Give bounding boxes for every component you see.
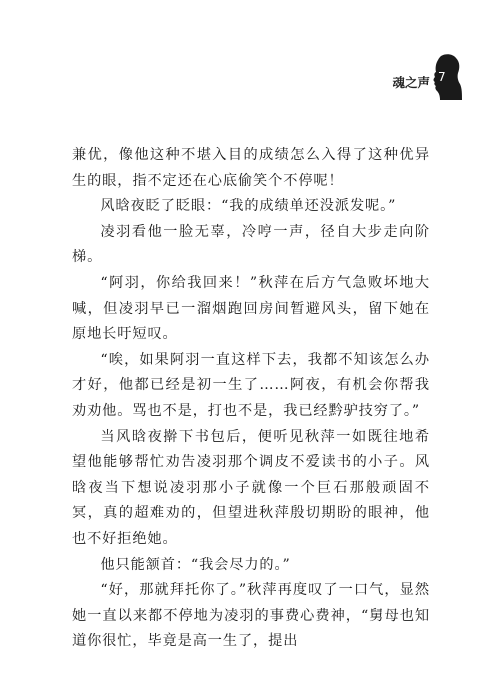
- paragraph: “唉，如果阿羽一直这样下去，我都不知该怎么办才好，他都已经是初一生了……阿夜，有机会你帮我劝劝他。骂也不是，打也不是，我已经黔驴技穷了。”: [72, 351, 430, 419]
- paragraph: 当风晗夜擀下书包后，便听见秋萍一如既往地希望他能够帮忙劝告凌羽那个调皮不爱读书的小子。风晗夜当下想说凌羽那小子就像一个巨石那般顽固不冥，真的超难劝的，但望进秋萍殷切期盼的眼神，他也不好拒绝她。: [72, 428, 430, 547]
- paragraph: “阿羽，你给我回来！”秋萍在后方气急败坏地大喊，但凌羽早已一溜烟跑回房间暂避风头，留下她在原地长吁短叹。: [72, 274, 430, 343]
- paragraph: 凌羽看他一脸无辜，冷哼一声，径自大步走向阶梯。: [72, 223, 430, 266]
- paragraph: “好，那就拜托你了。”秋萍再度叹了一口气，显然她一直以来都不停地为凌羽的事费心费神，“舅母也知道你很忙，毕竟是高一生了，提出: [72, 582, 430, 650]
- paragraph: 兼优，像他这种不堪入目的成绩怎么入得了这种优异生的眼，指不定还在心底偷笑个不停呢！: [72, 147, 430, 189]
- paragraph: 风晗夜眨了眨眼：“我的成绩单还没派发呢。”: [100, 198, 397, 215]
- page-number: 7: [438, 70, 446, 84]
- paragraph: 他只能颔首：“我会尽力的。”: [100, 556, 291, 573]
- running-header: [392, 52, 462, 100]
- head-silhouette-icon: [432, 52, 462, 100]
- book-title: 魂之声: [392, 75, 430, 90]
- body-text: [72, 143, 430, 655]
